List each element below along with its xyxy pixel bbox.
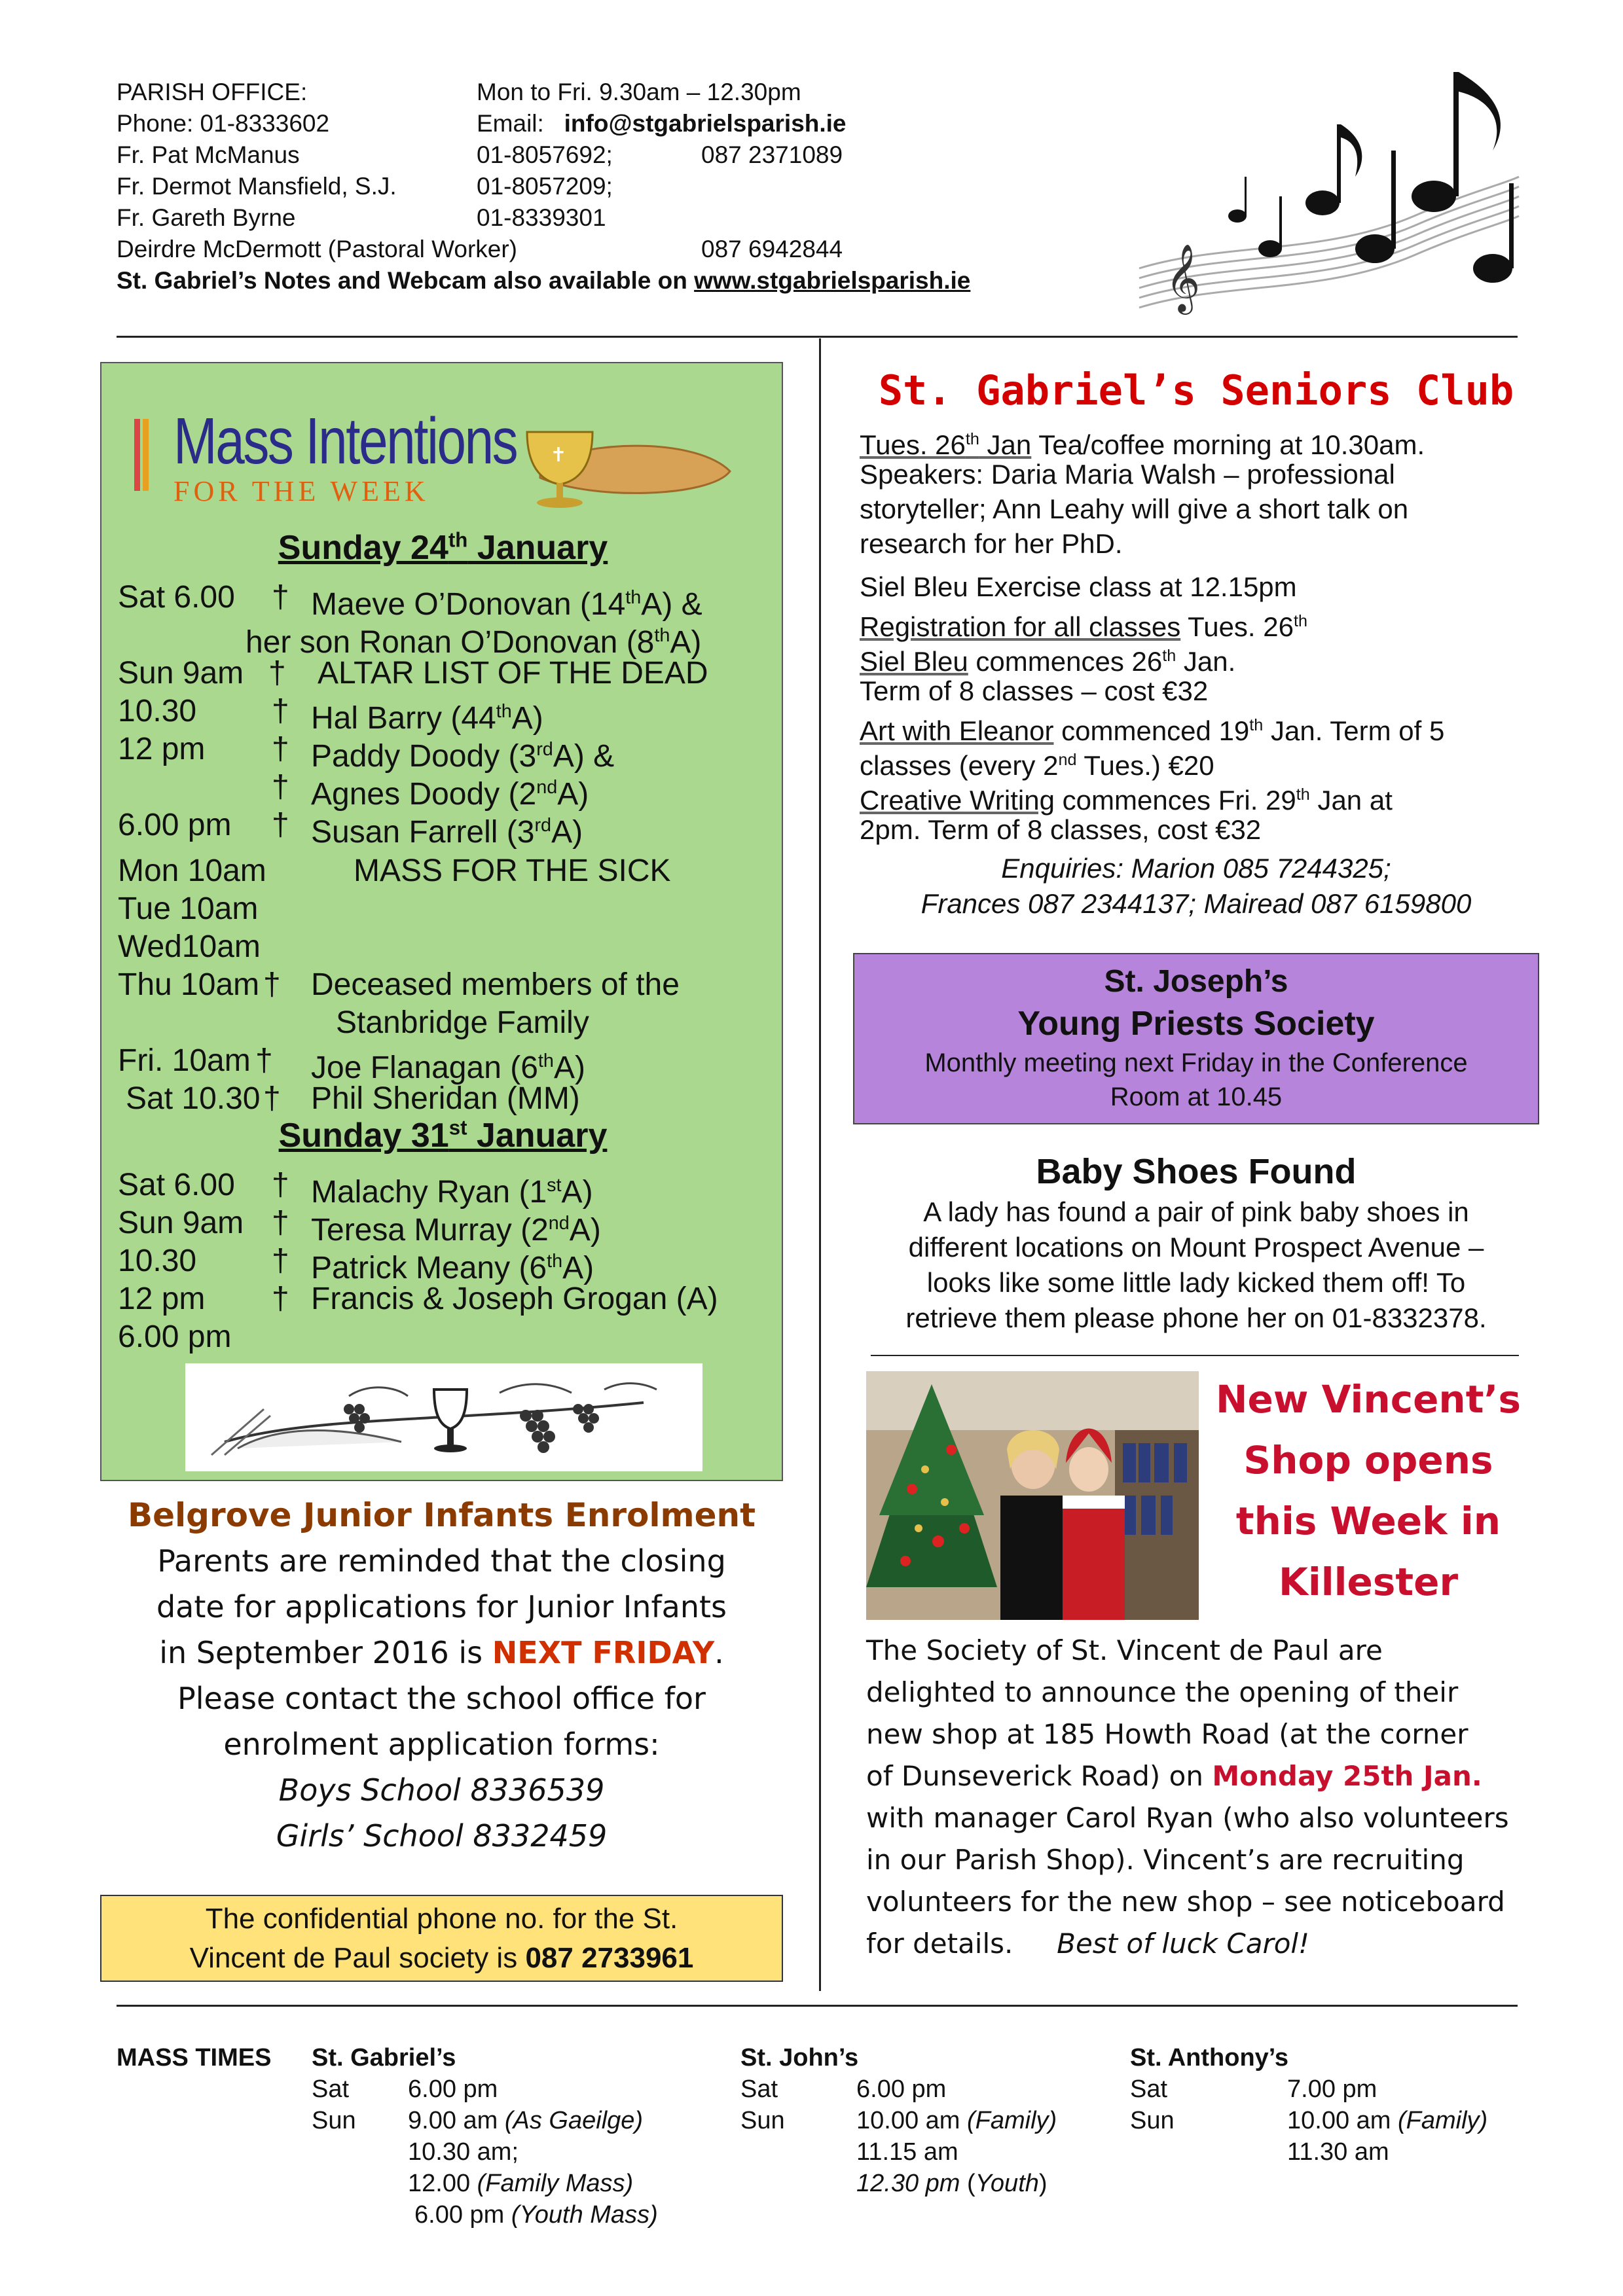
section-rule xyxy=(871,1355,1519,1356)
svp-line: Vincent de Paul society is 087 2733961 xyxy=(189,1942,694,1974)
baby-shoes-line: A lady has found a pair of pink baby shoes in xyxy=(923,1196,1469,1227)
belgrove-line: Please contact the school office for xyxy=(177,1681,706,1716)
music-notes-image xyxy=(1126,52,1532,321)
seniors-line: storyteller; Ann Leahy will give a short talk on xyxy=(860,493,1409,524)
priests-title: St. Joseph’s xyxy=(1104,964,1288,999)
girls-school-phone: Girls’ School 8332459 xyxy=(276,1818,608,1854)
priests-text: Monthly meeting next Friday in the Conference xyxy=(924,1049,1468,1077)
mass-time-row: 10.30 am; xyxy=(408,2138,519,2166)
vincents-shop-photo xyxy=(866,1371,1199,1620)
clergy-mobile: 087 2371089 xyxy=(701,141,843,168)
belgrove-line: in September 2016 is NEXT FRIDAY. xyxy=(159,1635,724,1670)
svg-text:✝: ✝ xyxy=(550,444,567,467)
baby-shoes-line: looks like some little lady kicked them off! To xyxy=(926,1267,1466,1298)
mass-times-label: MASS TIMES xyxy=(117,2044,272,2072)
office-label: PARISH OFFICE: xyxy=(117,79,308,105)
belgrove-line: date for applications for Junior Infants xyxy=(156,1589,727,1624)
parish-header xyxy=(117,77,1131,312)
vincents-body: The Society of St. Vincent de Paul are delighted to announce the opening of their new shop at 185 Howth Road (at the corner of Dunseverick Road) on Monday 25th Jan. with manager Carol Ryan (who also volunteers in our Parish Shop). Vincent’s are recruiting volunteers for the new shop – see noticeboard for details. Best of luck Carol! xyxy=(866,1634,1509,1960)
footer-rule xyxy=(117,2005,1518,2007)
svg-text:𝄞: 𝄞 xyxy=(1165,243,1201,312)
clergy-phone: 01-8057692; xyxy=(477,141,613,168)
seniors-line: research for her PhD. xyxy=(860,528,1123,559)
seniors-line: 2pm. Term of 8 classes, cost €32 xyxy=(860,814,1262,845)
mass-time-row: Sat xyxy=(1130,2075,1168,2103)
svp-phone-box xyxy=(100,1895,783,1982)
mass-time-row: 11.30 am xyxy=(1287,2138,1389,2166)
seniors-line: Tues. 26th Jan Tea/coffee morning at 10.30am. xyxy=(860,429,1425,460)
seniors-line: Siel Bleu Exercise class at 12.15pm xyxy=(860,571,1297,602)
baby-shoes-section xyxy=(853,1149,1539,1336)
belgrove-title: Belgrove Junior Infants Enrolment xyxy=(128,1496,756,1534)
seniors-line: Term of 8 classes – cost €32 xyxy=(860,675,1209,706)
mass-time-row: 10.00 am (Family) xyxy=(1287,2107,1488,2134)
belgrove-line: enrolment application forms: xyxy=(223,1727,660,1762)
mass-time-row: 6.00 pm (Youth Mass) xyxy=(414,2201,658,2229)
baby-shoes-title: Baby Shoes Found xyxy=(1036,1152,1357,1191)
seniors-line: Art with Eleanor commenced 19th Jan. Term of 5 xyxy=(860,715,1445,746)
office-hours: Mon to Fri. 9.30am – 12.30pm xyxy=(477,79,801,105)
priests-text: Room at 10.45 xyxy=(1110,1083,1283,1111)
header-rule xyxy=(117,336,1518,338)
mass-times-section xyxy=(117,2042,1518,2251)
seniors-enquiries: Enquiries: Marion 085 7244325; Frances 087 2344137; Mairead 087 6159800 xyxy=(921,853,1472,919)
website-link[interactable]: www.stgabrielsparish.ie xyxy=(694,267,971,294)
mass-time-row: Sun xyxy=(740,2107,785,2134)
notes-text: St. Gabriel’s Notes and Webcam also available on xyxy=(117,267,695,294)
sunday-24-heading: Sunday 24th January xyxy=(278,528,608,567)
mass-time-row: 6.00 pm xyxy=(408,2075,498,2103)
clergy-phone: 01-8057209; xyxy=(477,173,613,200)
mass-time-row: Sun xyxy=(1130,2107,1175,2134)
seniors-line: Creative Writing commences Fri. 29th Jan at xyxy=(860,785,1393,816)
clergy-name: Fr. Gareth Byrne xyxy=(117,204,296,231)
baby-shoes-line: different locations on Mount Prospect Avenue – xyxy=(908,1232,1484,1263)
mass-intentions-title: Mass Intentions xyxy=(173,404,517,478)
clergy-name: Deirdre McDermott (Pastoral Worker) xyxy=(117,236,517,262)
young-priests-box xyxy=(853,953,1539,1124)
boys-school-phone: Boys School 8336539 xyxy=(278,1772,605,1808)
mass-time-row: 12.00 (Family Mass) xyxy=(408,2170,634,2197)
svp-line: The confidential phone no. for the St. xyxy=(205,1903,678,1935)
belgrove-line: Parents are reminded that the closing xyxy=(157,1543,726,1579)
column-divider xyxy=(819,338,821,1991)
mass-time-row: 11.15 am xyxy=(856,2138,958,2166)
clergy-name: Fr. Dermot Mansfield, S.J. xyxy=(117,173,397,200)
mass-time-row: 12.30 pm (Youth) xyxy=(856,2170,1048,2197)
office-phone: Phone: 01-8333602 xyxy=(117,110,330,137)
seniors-line: Registration for all classes Tues. 26th xyxy=(860,611,1307,642)
seniors-line: Siel Bleu commences 26th Jan. xyxy=(860,646,1236,677)
mass-time-row: 9.00 am (As Gaeilge) xyxy=(408,2107,644,2134)
church-name: St. John’s xyxy=(740,2044,859,2072)
mass-time-row: Sun xyxy=(312,2107,356,2134)
email-label: Email: xyxy=(477,110,544,137)
email-link[interactable]: info@stgabrielsparish.ie xyxy=(564,110,847,137)
seniors-line: classes (every 2nd Tues.) €20 xyxy=(860,750,1214,781)
clergy-mobile: 087 6942844 xyxy=(701,236,843,262)
vincents-headline: New Vincent’s Shop opens this Week in Killester xyxy=(1216,1377,1521,1604)
mass-time-row: 7.00 pm xyxy=(1287,2075,1377,2103)
church-name: St. Gabriel’s xyxy=(312,2044,456,2072)
mass-time-row: 10.00 am (Family) xyxy=(856,2107,1057,2134)
church-name: St. Anthony’s xyxy=(1130,2044,1289,2072)
seniors-line: Speakers: Daria Maria Walsh – professional xyxy=(860,459,1395,490)
sunday-31-heading: Sunday 31st January xyxy=(278,1116,608,1155)
mass-time-row: Sat xyxy=(740,2075,778,2103)
mass-intentions-subtitle: FOR THE WEEK xyxy=(173,475,429,507)
mass-intentions-box: ✝ Mass Intentions FOR THE WEEK Sunday 24th January Sat 6.00 † Maeve O’Donovan (14thA) & her son Ronan O’Donovan (8thA) Sun 9am † ALTAR LIST OF THE DEAD 10.30 † Hal Barry (44thA) 12 pm † Paddy Doody (3rdA) & † Agnes Doody (2ndA) 6.00 pm † Susan Farrell (3rdA) Mon 10am MASS FOR THE SICK Tue 10am Wed10am Thu 10am † Deceased members of the Stanbridge Family Fri. 10am † Joe Flanagan (6thA) Sat 10.30 † Phil Sheridan (MM) Sunday 31st January Sat 6.00 † Malachy Ryan (1stA) Sun 9am † Teresa Murray (2ndA) 10.30 † Patrick Meany (6thA) 12 pm † Francis & Joseph Grogan (A) 6.00 pm xyxy=(100,362,783,1481)
priests-title: Young Priests Society xyxy=(1017,1005,1375,1043)
clergy-phone: 01-8339301 xyxy=(477,204,606,231)
mass-time-row: Sat xyxy=(312,2075,350,2103)
clergy-name: Fr. Pat McManus xyxy=(117,141,300,168)
eucharist-decoration-image xyxy=(185,1363,702,1471)
mass-time-row: 6.00 pm xyxy=(856,2075,947,2103)
belgrove-section xyxy=(100,1492,783,1859)
baby-shoes-line: retrieve them please phone her on 01-8332378. xyxy=(905,1302,1487,1333)
seniors-club-title: St. Gabriel’s Seniors Club xyxy=(878,367,1514,414)
